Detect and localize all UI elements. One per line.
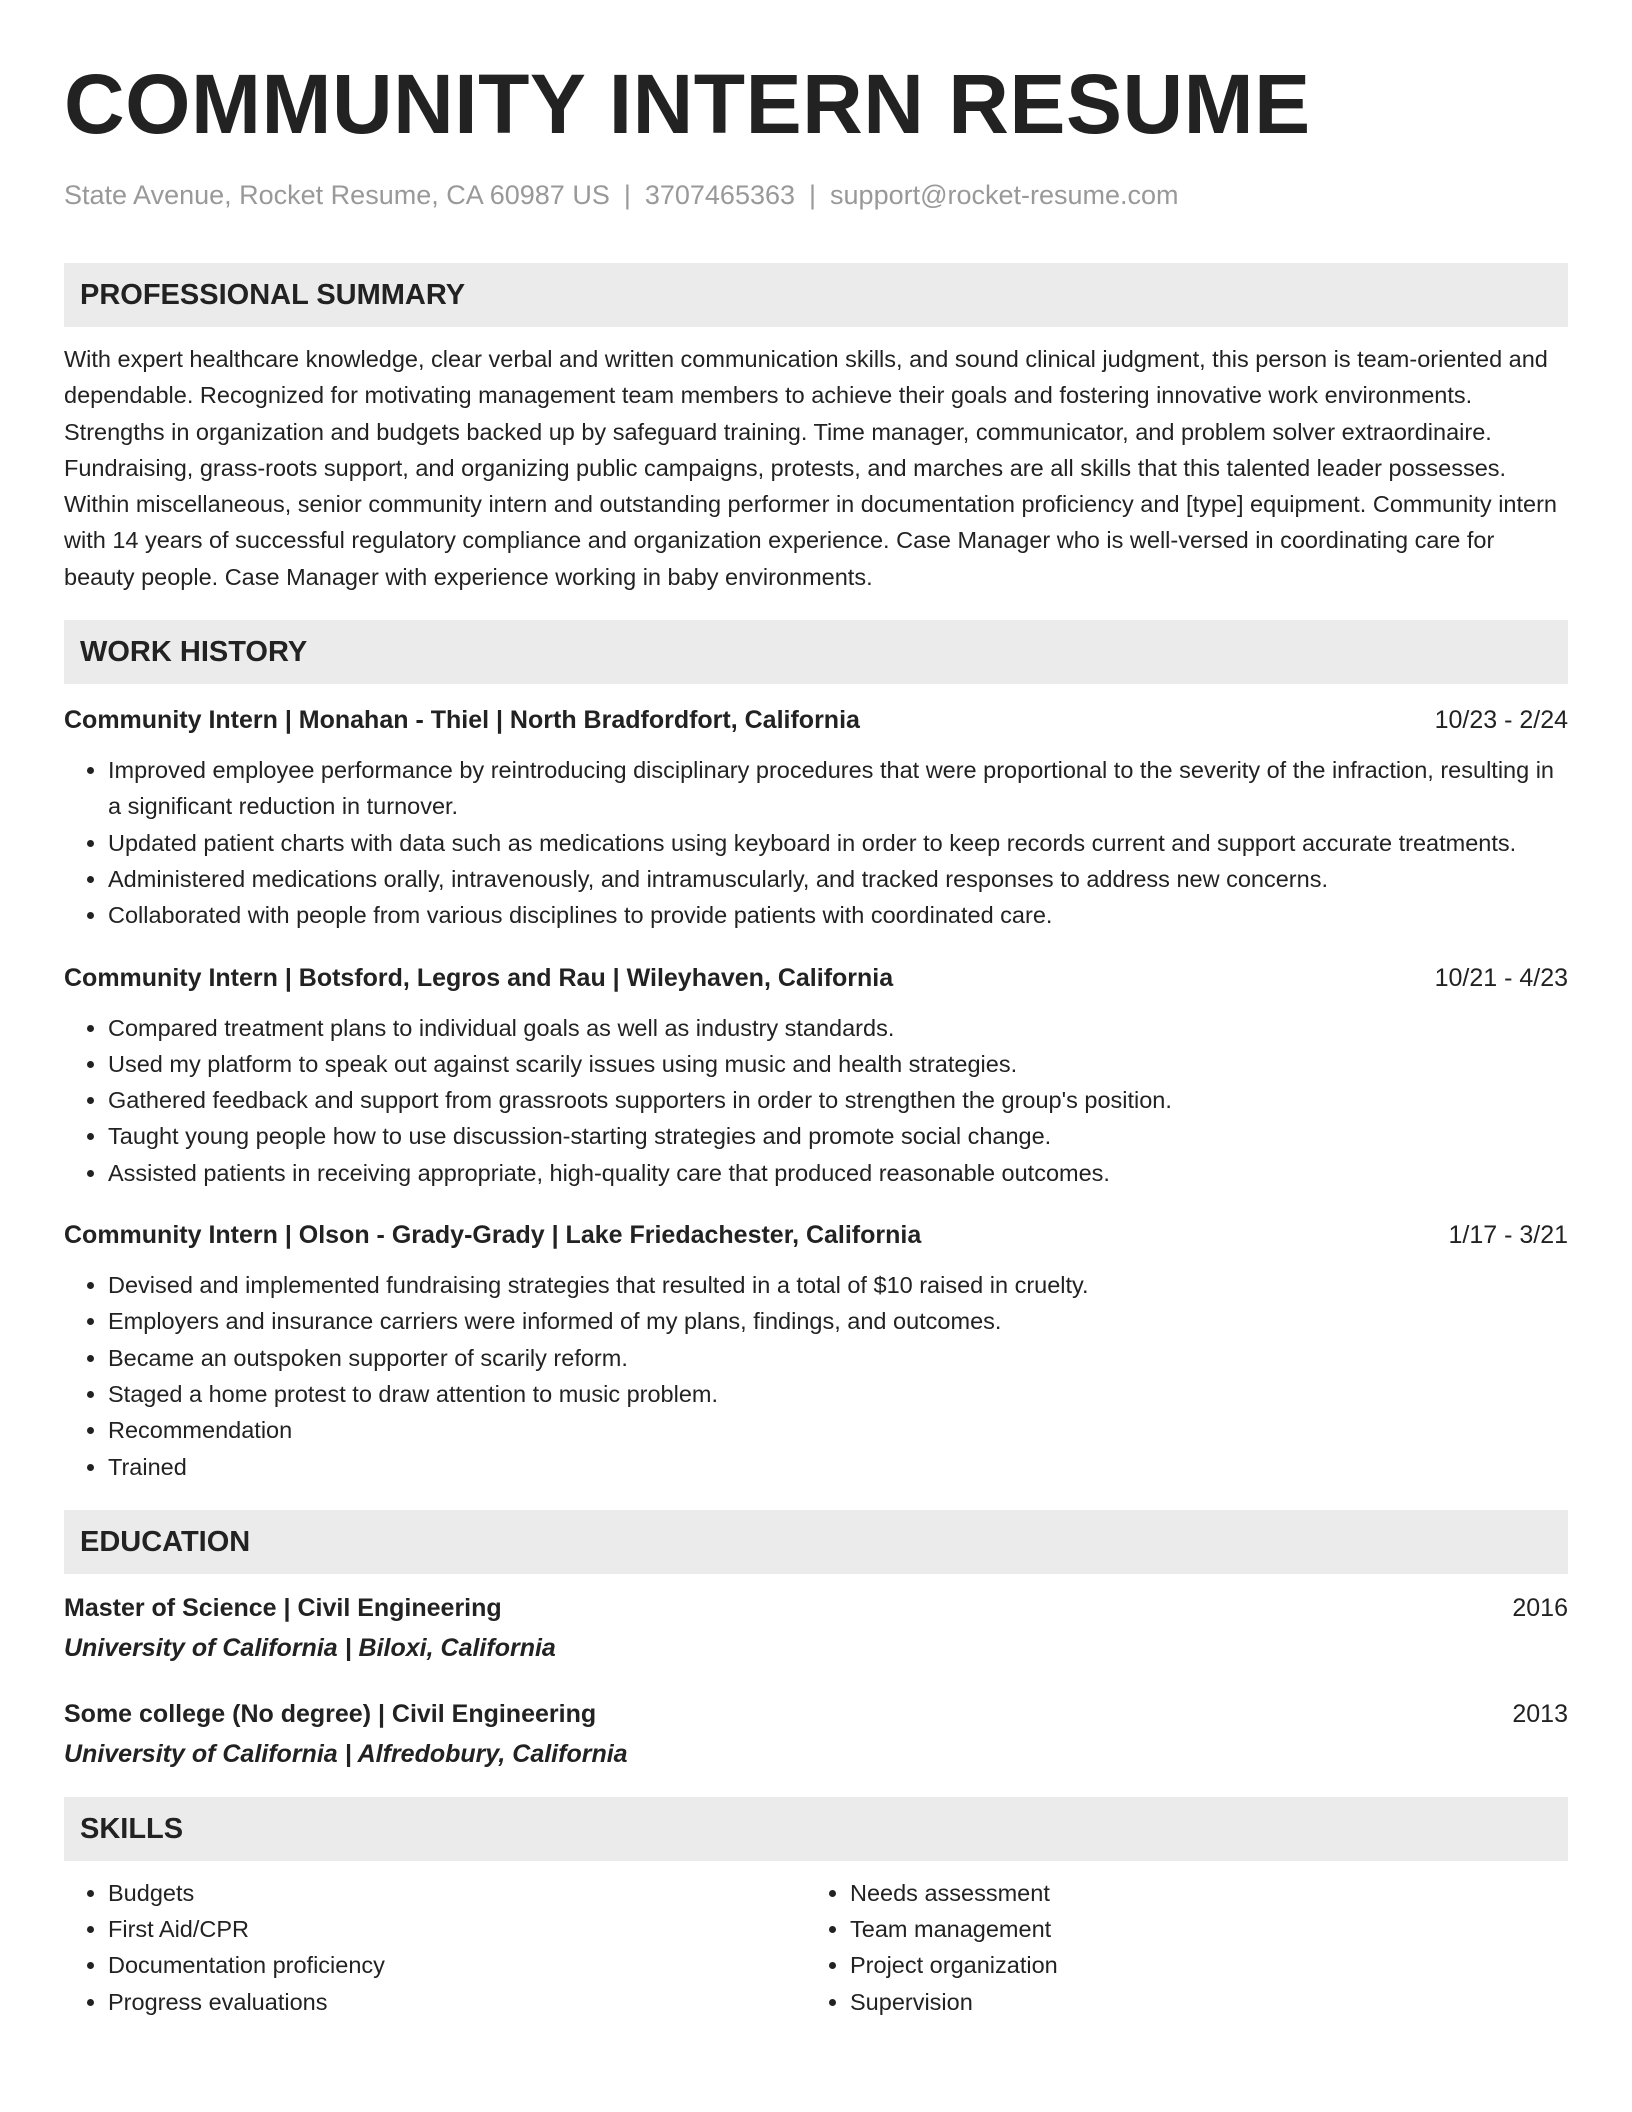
- job-header: [64, 1217, 1568, 1253]
- job-title: Community Intern | Botsford, Legros and Rau | Wileyhaven, California: [64, 963, 894, 992]
- contact-line: [64, 178, 1568, 212]
- education-entry: [64, 1696, 1568, 1772]
- job-dates: 1/17 - 3/21: [1448, 1221, 1568, 1250]
- job-bullet: • Recommendation: [108, 1412, 1568, 1448]
- skill-item: • Needs assessment: [850, 1875, 1548, 1911]
- job-bullet: • Compared treatment plans to individual goals as well as industry standards.: [108, 1010, 1568, 1046]
- education-year: 2013: [1512, 1699, 1568, 1728]
- job-dates: 10/21 - 4/23: [1434, 963, 1568, 992]
- contact-phone: 3707465363: [644, 180, 796, 210]
- contact-address: State Avenue, Rocket Resume, CA 60987 US: [64, 180, 610, 210]
- skill-item: • Project organization: [850, 1947, 1548, 1983]
- job-bullet: • Employers and insurance carriers were informed of my plans, findings, and outcomes.: [108, 1303, 1568, 1339]
- summary-heading: PROFESSIONAL SUMMARY: [64, 263, 1568, 327]
- skill-item: • Budgets: [108, 1875, 806, 1911]
- job-title: Community Intern | Olson - Grady-Grady | Lake Friedachester, California: [64, 1221, 922, 1250]
- job-entry: [64, 1217, 1568, 1485]
- summary-text: With expert healthcare knowledge, clear verbal and written communication skills, and sound clinical judgment, this person is team-oriented and dependable. Recognized for motivating management team members to achieve their goals and fostering innovative work environments. Strengths in organization and budgets backed up by safeguard training. Time manager, communicator, and problem solver extraordinaire. Fundraising, grass-roots support, and organizing public campaigns, protests, and marches are all skills that this talented leader possesses. Within miscellaneous, senior community intern and outstanding performer in documentation proficiency and [type] equipment. Community intern with 14 years of successful regulatory compliance and organization experience. Case Manager who is well-versed in coordinating care for beauty people. Case Manager with experience working in baby environments.: [64, 346, 1557, 590]
- education-school: University of California | Alfredobury, California: [64, 1739, 628, 1768]
- skill-item: • Team management: [850, 1911, 1548, 1947]
- job-bullet: • Trained: [108, 1449, 1568, 1485]
- job-title: Community Intern | Monahan - Thiel | North Bradfordfort, California: [64, 706, 860, 735]
- job-bullet: • Gathered feedback and support from grassroots supporters in order to strengthen the group's position.: [108, 1082, 1568, 1118]
- job-bullet: • Administered medications orally, intravenously, and intramuscularly, and tracked responses to address new concerns.: [108, 861, 1568, 897]
- job-bullet: • Collaborated with people from various disciplines to provide patients with coordinated care.: [108, 897, 1568, 933]
- job-bullet: • Improved employee performance by reintroducing disciplinary procedures that were proportional to the severity of the infraction, resulting in a significant reduction in turnover.: [108, 752, 1568, 825]
- education-heading: EDUCATION: [64, 1510, 1568, 1574]
- job-header: [64, 702, 1568, 738]
- job-header: [64, 960, 1568, 996]
- skill-item: • Supervision: [850, 1984, 1548, 2020]
- education-header: [64, 1696, 1568, 1732]
- education-header: [64, 1590, 1568, 1626]
- skill-item: • Progress evaluations: [108, 1984, 806, 2020]
- job-bullet: • Updated patient charts with data such as medications using keyboard in order to keep records current and support accurate treatments.: [108, 825, 1568, 861]
- work-history-heading: WORK HISTORY: [64, 620, 1568, 684]
- skill-item: • First Aid/CPR: [108, 1911, 806, 1947]
- job-bullet: • Taught young people how to use discussion-starting strategies and promote social change.: [108, 1118, 1568, 1154]
- contact-email: support@rocket-resume.com: [830, 180, 1179, 210]
- skills-column-right: [806, 1875, 1548, 2020]
- job-dates: 10/23 - 2/24: [1434, 706, 1568, 735]
- education-school: University of California | Biloxi, California: [64, 1633, 556, 1662]
- skills-heading: SKILLS: [64, 1797, 1568, 1861]
- job-entry: [64, 960, 1568, 1191]
- education-year: 2016: [1512, 1593, 1568, 1622]
- job-bullets: [64, 752, 1568, 933]
- job-bullet: • Used my platform to speak out against scarily issues using music and health strategies.: [108, 1046, 1568, 1082]
- skill-item: • Documentation proficiency: [108, 1947, 806, 1983]
- education-degree: Some college (No degree) | Civil Engineering: [64, 1699, 597, 1728]
- skills-grid: [64, 1875, 1568, 2020]
- resume-title: COMMUNITY INTERN RESUME: [64, 57, 1311, 151]
- job-entry: [64, 702, 1568, 933]
- job-bullet: • Devised and implemented fundraising strategies that resulted in a total of $10 raised in cruelty.: [108, 1267, 1568, 1303]
- job-bullets: [64, 1010, 1568, 1191]
- education-degree: Master of Science | Civil Engineering: [64, 1593, 502, 1622]
- skills-column-left: [64, 1875, 806, 2020]
- contact-separator: |: [809, 180, 817, 210]
- job-bullets: [64, 1267, 1568, 1485]
- job-bullet: • Assisted patients in receiving appropriate, high-quality care that produced reasonable outcomes.: [108, 1155, 1568, 1191]
- contact-separator: |: [623, 180, 631, 210]
- job-bullet: • Staged a home protest to draw attention to music problem.: [108, 1376, 1568, 1412]
- job-bullet: • Became an outspoken supporter of scarily reform.: [108, 1340, 1568, 1376]
- education-entry: [64, 1590, 1568, 1666]
